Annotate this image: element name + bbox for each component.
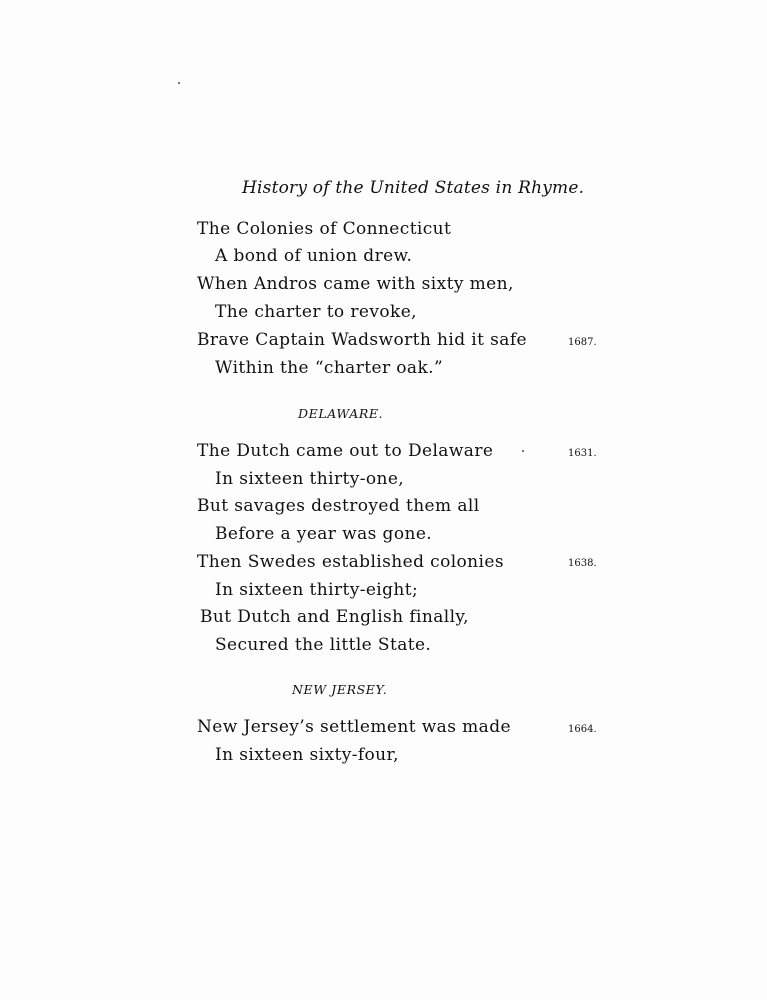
section-heading-new-jersey: NEW JERSEY. <box>292 682 388 697</box>
poem-line: In sixteen thirty-one, <box>215 469 405 489</box>
poem-line: Within the “charter oak.” <box>215 358 444 378</box>
poem-line: But savages destroyed them all <box>197 496 480 516</box>
poem-line: The Dutch came out to Delaware <box>197 441 494 461</box>
scan-speck <box>178 82 180 84</box>
poem-line: In sixteen thirty-eight; <box>215 580 419 600</box>
margin-year: 1631. <box>568 448 597 459</box>
margin-year: 1638. <box>568 558 597 569</box>
poem-line: When Andros came with sixty men, <box>197 274 514 294</box>
poem-line: The charter to revoke, <box>215 302 417 322</box>
running-head: History of the United States in Rhyme. <box>242 178 585 198</box>
section-heading-delaware: DELAWARE. <box>298 406 384 421</box>
poem-line: A bond of union drew. <box>215 246 413 266</box>
poem-line: But Dutch and English finally, <box>200 607 469 627</box>
poem-line: In sixteen sixty-four, <box>215 745 399 765</box>
margin-year: 1687. <box>568 337 597 348</box>
margin-year: 1664. <box>568 724 597 735</box>
poem-line: New Jersey’s settlement was made <box>197 717 511 737</box>
poem-line: Secured the little State. <box>215 635 432 655</box>
poem-line: Brave Captain Wadsworth hid it safe <box>197 330 527 350</box>
poem-line: The Colonies of Connecticut <box>197 219 452 239</box>
poem-line: Before a year was gone. <box>215 524 433 544</box>
poem-line: Then Swedes established colonies <box>197 552 504 572</box>
scan-speck <box>522 450 524 452</box>
